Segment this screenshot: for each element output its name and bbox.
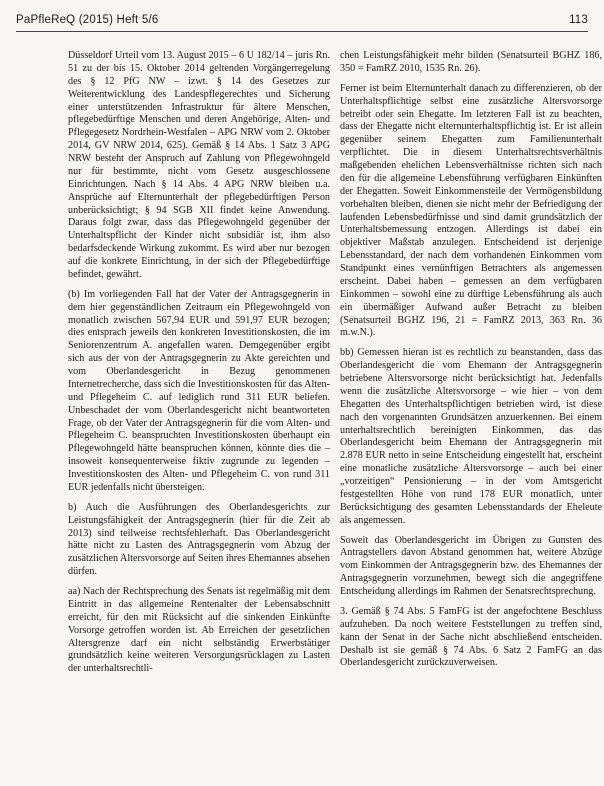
paragraph: 3. Gemäß § 74 Abs. 5 FamFG ist der angefochtene Beschluss aufzuheben. Da noch weitere Feststellungen zu treffen sind, kann der Senat in der Sache nicht abschließend entscheiden. Deshalb ist sie gemäß § 74 Abs. 6 Satz 2 FamFG an das Oberlandesgericht zurückzuverweisen. bbox=[340, 605, 602, 669]
journal-title: PaPfleReQ (2015) Heft 5/6 bbox=[16, 14, 159, 26]
page-number: 113 bbox=[569, 14, 588, 26]
running-header bbox=[16, 14, 588, 32]
paragraph: aa) Nach der Rechtsprechung des Senats ist regelmäßig mit dem Eintritt in das allgemeine Rentenalter der Lebensabschnitt erreicht, für den mit Rücksicht auf die sinkenden Einkünfte Vorsorge getroffen worden ist. Ab Erreichen der gesetzlichen Altersgrenze darf ein nicht selbständig Erwerbstätiger grundsätzlich keine weiteren Versorgungsrücklagen zu Lasten der unterhaltsrechtli- bbox=[68, 586, 330, 675]
right-column bbox=[340, 50, 602, 677]
paragraph: Soweit das Oberlandesgericht im Übrigen zu Gunsten des Antragstellers davon Abstand genommen hat, weitere Abzüge vom Einkommen der Antragsgegnerin bzw. des Ehemannes der Antragsgegnerin vorzunehmen, bewegt sich die angegriffene Entscheidung allerdings im Rahmen der Senatsrechtsprechung. bbox=[340, 534, 602, 597]
paragraph: chen Leistungsfähigkeit mehr bilden (Senatsurteil BGHZ 186, 350 = FamRZ 2010, 1535 Rn. 26). bbox=[340, 50, 602, 74]
paragraph: bb) Gemessen hieran ist es rechtlich zu beanstanden, dass das Oberlandesgericht die vom Ehemann der Antragsgegnerin betriebene Altersvorsorge nicht berücksichtigt hat. Jedenfalls wenn die zusätzliche Altersvorsorge – wie hier – von dem Ehegatten des Unterhaltspflichtigen betrieben wird, ist diese nach den vorgenannten Grundsätzen anzuerkennen. Bei einem unterhaltsrechtlich bereinigten Einkommen, das das Oberlandesgericht beim Ehemann der Antragsgegnerin mit 2.878 EUR netto in seine Entscheidung eingestellt hat, erscheint eine monatliche zusätzliche Altersvorsorge – auch bei einer „vorzeitigen“ Pensionierung – in der vom Amtsgericht festgestellten Höhe von rund 178 EUR monatlich, unter Berücksichtigung des gesamten Lebensstandards der Eheleute als angemessen. bbox=[340, 347, 602, 526]
left-column bbox=[68, 50, 330, 683]
paragraph: b) Auch die Ausführungen des Oberlandesgerichts zur Leistungsfähigkeit der Antragsgegnerin (hier für die Zeit ab 2013) sind teilweise rechtsfehlerhaft. Das Oberlandesgericht hätte nicht zu Lasten des Antragsgegnerin vom Abzug der zusätzlichen Altersvorsorge auf Seiten ihres Ehemannes absehen dürfen. bbox=[68, 501, 330, 578]
paragraph: Düsseldorf Urteil vom 13. August 2015 – 6 U 182/14 – juris Rn. 51 zu der bis 15. Oktober 2014 geltenden Vorgängerregelung des § 12 PfG NW – izwt. § 14 des Gesetzes zur Weiterentwicklung des Landespflegerechtes und Sicherung einer unterstützenden Infrastruktur für ältere Menschen, pflegebedürftige Menschen und deren Angehörige, Alten- und Pflegegesetz Nordrhein-Westfalen – APG NRW vom 2. Oktober 2014, GV NRW 2014, 625). Gemäß § 14 Abs. 1 Satz 3 APG NRW besteht der Anspruch auf Zahlung von Pflegewohngeld nur für bestimmte, nicht vom Gesetz ausgeschlossene Einrichtungen. Nach § 14 Abs. 4 APG NRW bleiben u.a. Ansprüche auf Elternunterhalt der pflegebedürftigen Person unberücksichtigt; § 94 SGB XII findet keine Anwendung. Daraus folgt zwar, dass das Pflegewohngeld gegenüber der Unterhaltspflicht der Kinder nicht subsidiär ist, ihm also bedarfsdeckende Wirkung zukommt. Es wird aber nur bezogen auf die konkrete Einrichtung, in der sich der Pflegebedürftige befindet, gewährt. bbox=[68, 50, 330, 280]
paragraph: (b) Im vorliegenden Fall hat der Vater der Antragsgegnerin in dem hier gegenständlichen Zeitraum ein Pflegewohngeld von monatlich zwischen 567,94 EUR und 591,97 EUR bezogen; dies entsprach jeweils den konkreten Investitionskosten, die im Seniorenzentrum A. angefallen waren. Demgegenüber ergibt sich aus der von der Antragsgegnerin zu Akte gereichten und vom Oberlandesgericht in Bezug genommenen Internetrecherche, dass sich die Investitionskosten für das Alten- und Pflegeheim C. auf lediglich rund 311 EUR beliefen. Unbeschadet der vom Oberlandesgericht nicht beantworteten Frage, ob der Vater der Antragsgegnerin für die vom Alten- und Pflegeheim C. beanspruchten Investitionskosten überhaupt ein Pflegewohngeld hätte beanspruchen können, könnte dies die – insoweit konsequenterweise fiktiv zugrunde zu legenden – Investitionskosten des Alten- und Pflegeheim C. von rund 311 EUR jedenfalls nicht übersteigen. bbox=[68, 288, 330, 493]
header-rule bbox=[16, 31, 588, 32]
paragraph: Ferner ist beim Elternunterhalt danach zu differenzieren, ob der Unterhaltspflichtige selbst eine zusätzliche Altersvorsorge betreibt oder sein Ehegatte. Im letzteren Fall ist zu beachten, dass der Ehegatte nicht elternunterhaltspflichtig ist. Er ist allein gegenüber seinem Ehegatten zum Familienunterhalt verpflichtet. Die in diesem Unterhaltsrechtsverhältnis maßgebenden ehelichen Lebensverhältnisse richten sich nach den für die allgemeine Lebensführung verfügbaren Einkünften der Ehegatten. Soweit Einkommensteile der Vermögensbildung vorbehalten bleiben, dienen sie nicht mehr der Befriedigung der laufenden Lebensbedürfnisse und sind damit grundsätzlich der Unterhaltsbemessung entzogen. Allerdings ist dabei ein objektiver Maßstab anzulegen. Entscheidend ist derjenige Lebensstandard, der nach dem vorhandenen Einkommen vom Standpunkt eines vernünftigen Betrachters als angemessen erscheint. Dabei haben – gemessen an dem verfügbaren Einkommen – sowohl eine zu dürftige Lebensführung als auch ein übermäßiger Aufwand außer Betracht zu bleiben (Senatsurteil BGHZ 196, 21 = FamRZ 2013, 363 Rn. 36 m.w.N.). bbox=[340, 82, 602, 339]
